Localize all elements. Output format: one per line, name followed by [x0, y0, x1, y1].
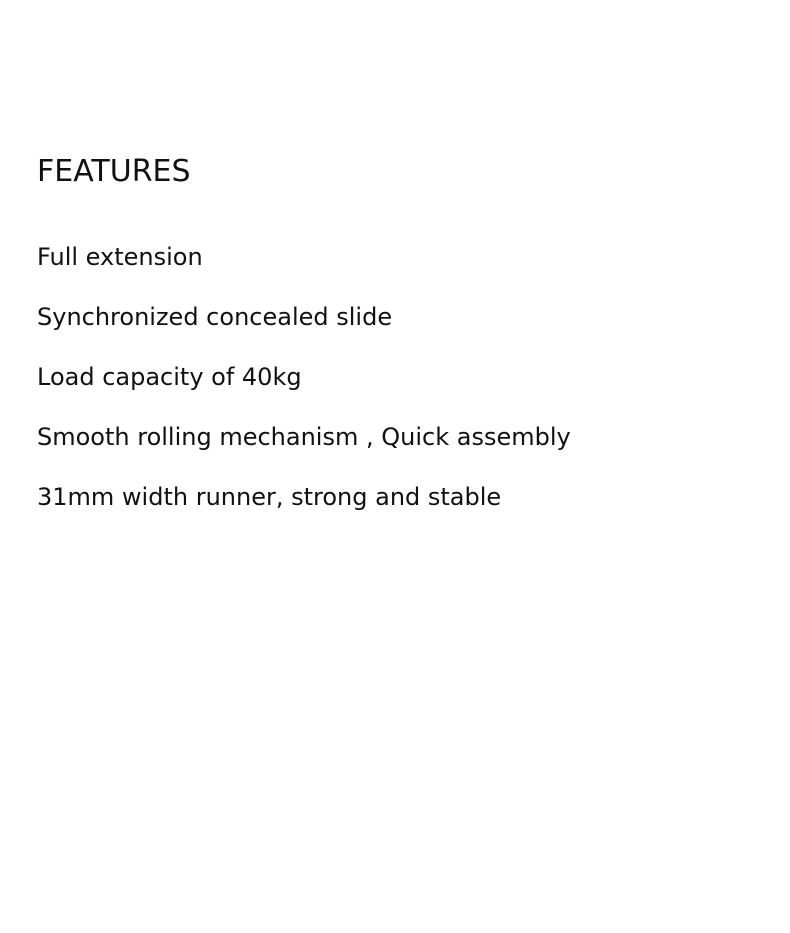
feature-list	[37, 227, 757, 527]
feature-item: Load capacity of 40kg	[37, 363, 302, 391]
feature-item: Full extension	[37, 243, 203, 271]
features-section	[37, 150, 757, 527]
feature-item: Smooth rolling mechanism , Quick assembly	[37, 423, 571, 451]
section-title: FEATURES	[37, 154, 191, 189]
feature-item: Synchronized concealed slide	[37, 303, 393, 331]
feature-item: 31mm width runner, strong and stable	[37, 483, 502, 511]
